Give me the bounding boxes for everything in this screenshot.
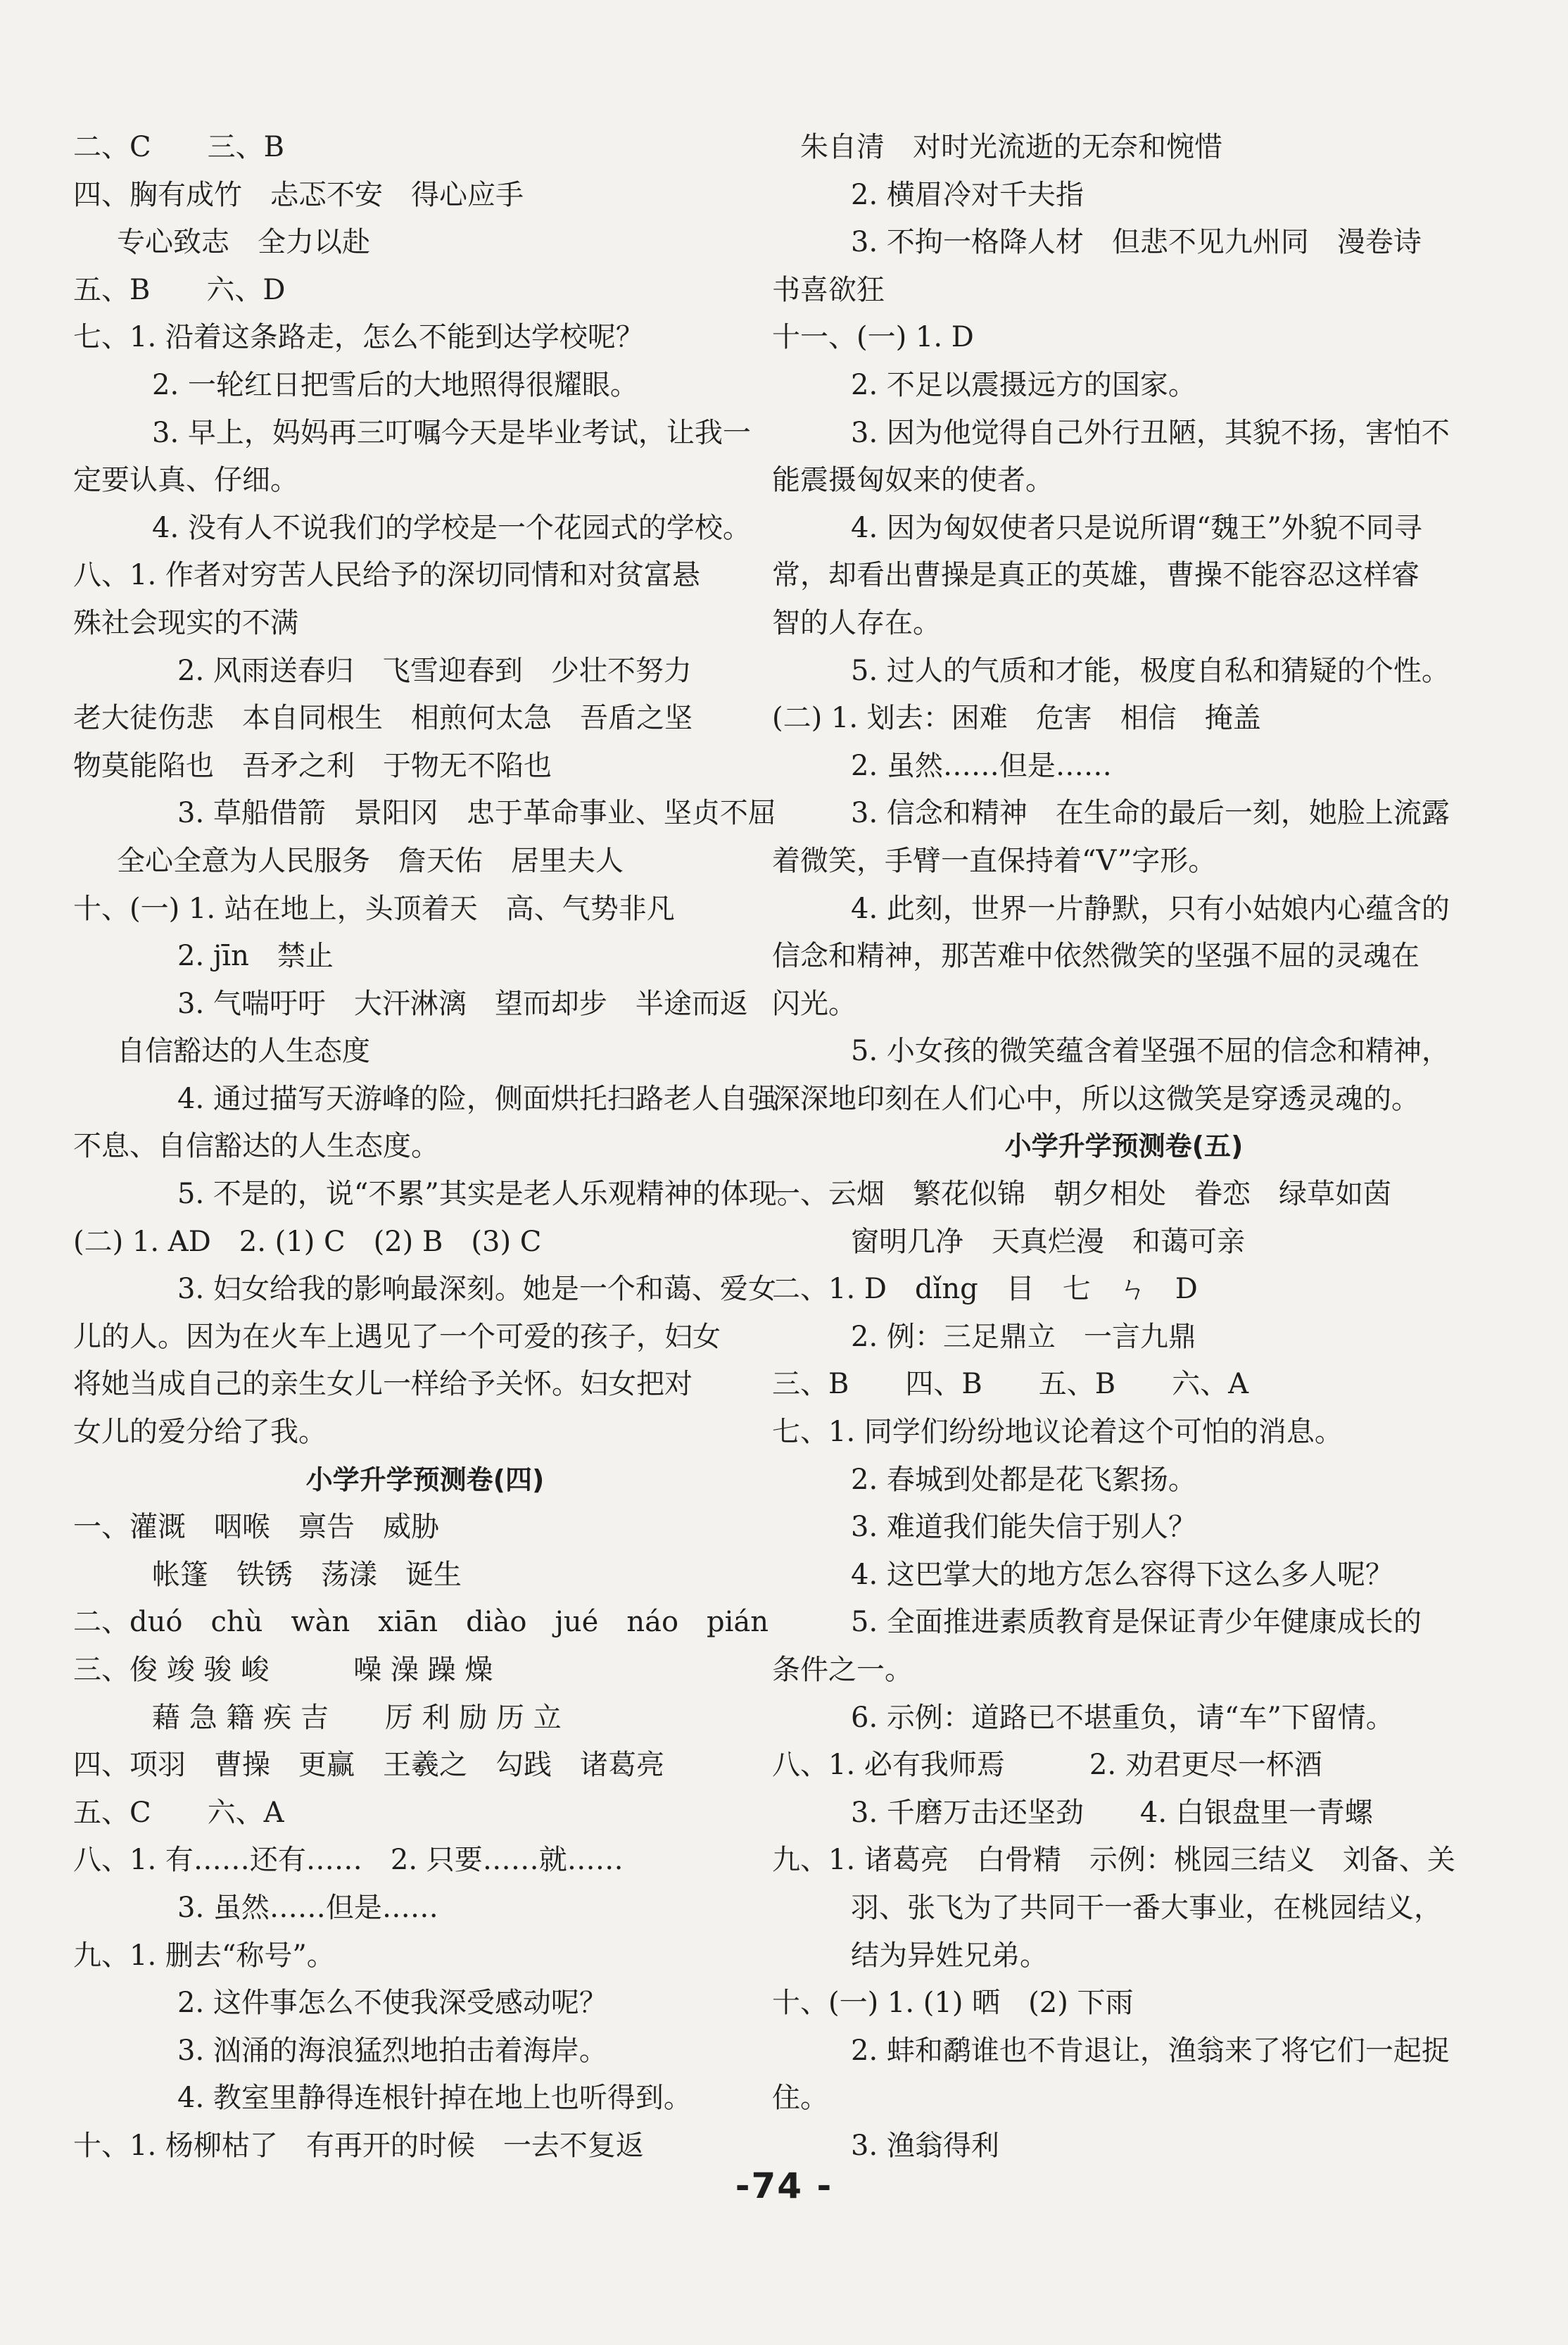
answer-line: 4. 教室里静得连根针掉在地上也听得到。 xyxy=(177,2082,692,2115)
answer-line: 能震摄匈奴来的使者。 xyxy=(772,464,1054,497)
answer-line: 4. 没有人不说我们的学校是一个花园式的学校。 xyxy=(152,511,751,544)
answer-line: 藉 急 籍 疾 吉 厉 利 励 历 立 xyxy=(152,1701,562,1734)
answer-line: 3. 信念和精神 在生命的最后一刻，她脸上流露 xyxy=(851,797,1450,830)
right-column xyxy=(772,124,1476,2170)
answer-line: 二、duó chù wàn xiān diào jué náo pián xyxy=(73,1606,769,1639)
answer-line: 四、胸有成竹 忐忑不安 得心应手 xyxy=(73,178,524,211)
answer-line: 4. 因为匈奴使者只是说所谓“魏王”外貌不同寻 xyxy=(851,511,1422,544)
answer-line: 5. 小女孩的微笑蕴含着坚强不屈的信念和精神， xyxy=(851,1035,1450,1068)
answer-line: 二、1. D dǐng 目 七 ㄣ D xyxy=(772,1273,1198,1306)
section-heading: 小学升学预测卷(四) xyxy=(305,1464,545,1495)
answer-line: 5. 不是的，说“不累”其实是老人乐观精神的体现。 xyxy=(177,1178,805,1211)
answer-line: 3. 草船借箭 景阳冈 忠于革命事业、坚贞不屈 xyxy=(177,797,776,830)
answer-line: 3. 虽然……但是…… xyxy=(177,1891,438,1924)
answer-line: 三、B 四、B 五、B 六、A xyxy=(772,1368,1249,1401)
answer-line: 2. 不足以震摄远方的国家。 xyxy=(851,368,1196,401)
answer-line: 3. 千磨万击还坚劲 4. 白银盘里一青螺 xyxy=(851,1796,1373,1829)
answer-line: 一、云烟 繁花似锦 朝夕相处 眷恋 绿草如茵 xyxy=(772,1178,1391,1211)
answer-line: 3. 难道我们能失信于别人？ xyxy=(851,1511,1196,1544)
left-column xyxy=(73,124,805,2170)
answer-line: 八、1. 有……还有…… 2. 只要……就…… xyxy=(73,1844,624,1877)
answer-line: 书喜欲狂 xyxy=(772,273,885,306)
answer-line: 3. 妇女给我的影响最深刻。她是一个和蔼、爱女 xyxy=(177,1273,776,1306)
answer-line: 3. 不拘一格降人材 但悲不见九州同 漫卷诗 xyxy=(851,226,1422,259)
answer-line: 全心全意为人民服务 詹天佑 居里夫人 xyxy=(117,844,624,877)
answer-line: 3. 因为他觉得自己外行丑陋，其貌不扬，害怕不 xyxy=(851,416,1450,449)
answer-line: 闪光。 xyxy=(772,987,856,1020)
answer-line: 专心致志 全力以赴 xyxy=(117,226,370,259)
answer-line: 2. 一轮红日把雪后的大地照得很耀眼。 xyxy=(152,368,638,401)
answer-line: 4. 此刻，世界一片静默，只有小姑娘内心蕴含的 xyxy=(851,892,1450,925)
answer-line: 常，却看出曹操是真正的英雄，曹操不能容忍这样睿 xyxy=(772,559,1420,592)
answer-line: 深深地印刻在人们心中，所以这微笑是穿透灵魂的。 xyxy=(772,1082,1420,1115)
answer-line: 十、1. 杨柳枯了 有再开的时候 一去不复返 xyxy=(73,2129,644,2162)
answer-line: 5. 全面推进素质教育是保证青少年健康成长的 xyxy=(851,1606,1422,1639)
answer-line: 2. 这件事怎么不使我深受感动呢？ xyxy=(177,1987,607,2020)
answer-line: 定要认真、仔细。 xyxy=(73,464,298,497)
answer-line: 3. 气喘吁吁 大汗淋漓 望而却步 半途而返 xyxy=(177,987,748,1020)
answer-line: 五、B 六、D xyxy=(73,273,286,306)
answer-line: 十一、(一) 1. D xyxy=(772,321,974,354)
answer-line: 朱自清 对时光流逝的无奈和惋惜 xyxy=(800,131,1222,163)
answer-line: 羽、张飞为了共同干一番大事业，在桃园结义， xyxy=(851,1891,1442,1924)
answer-line: 将她当成自己的亲生女儿一样给予关怀。妇女把对 xyxy=(73,1368,693,1401)
answer-line: (二) 1. AD 2. (1) C (2) B (3) C xyxy=(73,1225,542,1258)
answer-line: 结为异姓兄弟。 xyxy=(851,1939,1048,1972)
answer-line: 窗明几净 天真烂漫 和蔼可亲 xyxy=(851,1225,1245,1258)
answer-line: 3. 汹涌的海浪猛烈地拍击着海岸。 xyxy=(177,2034,607,2067)
answer-line: 五、C 六、A xyxy=(73,1796,284,1829)
answer-line: 七、1. 沿着这条路走，怎么不能到达学校呢？ xyxy=(73,321,644,354)
answer-line: 女儿的爱分给了我。 xyxy=(73,1416,327,1449)
answer-line: 十、(一) 1. (1) 晒 (2) 下雨 xyxy=(772,1987,1134,2020)
answer-line: 一、灌溉 咽喉 禀告 威胁 xyxy=(73,1511,439,1544)
answer-line: 3. 早上，妈妈再三叮嘱今天是毕业考试，让我一 xyxy=(152,416,751,449)
answer-line: 6. 示例：道路已不堪重负，请“车”下留情。 xyxy=(851,1701,1394,1734)
answer-line: 信念和精神，那苦难中依然微笑的坚强不屈的灵魂在 xyxy=(772,940,1420,973)
answer-line: 2. 蚌和鹬谁也不肯退让，渔翁来了将它们一起捉 xyxy=(851,2034,1450,2067)
answer-line: 九、1. 删去“称号”。 xyxy=(73,1939,335,1972)
answer-line: 三、俊 竣 骏 峻 噪 澡 躁 燥 xyxy=(73,1654,493,1686)
answer-line: 八、1. 作者对穷苦人民给予的深切同情和对贫富悬 xyxy=(73,559,700,592)
answer-line: 九、1. 诸葛亮 白骨精 示例：桃园三结义 刘备、关 xyxy=(772,1844,1455,1877)
answer-line: 5. 过人的气质和才能，极度自私和猜疑的个性。 xyxy=(851,654,1450,687)
answer-line: 4. 通过描写天游峰的险，侧面烘托扫路老人自强 xyxy=(177,1082,776,1115)
answer-line: 2. 横眉冷对千夫指 xyxy=(851,178,1084,211)
answer-line: 住。 xyxy=(772,2082,828,2115)
answer-line: 着微笑，手臂一直保持着“V”字形。 xyxy=(772,844,1217,877)
section-heading: 小学升学预测卷(五) xyxy=(1004,1131,1244,1162)
answer-line: 2. 虽然……但是…… xyxy=(851,749,1112,782)
answer-line: 条件之一。 xyxy=(772,1654,913,1686)
answer-line: 4. 这巴掌大的地方怎么容得下这么多人呢？ xyxy=(851,1558,1393,1591)
page-number: -74 - xyxy=(735,2165,833,2206)
answer-line: 2. 春城到处都是花飞絮扬。 xyxy=(851,1463,1196,1496)
answer-line: 二、C 三、B xyxy=(73,131,284,163)
answer-line: 四、项羽 曹操 更赢 王羲之 勾践 诸葛亮 xyxy=(73,1749,664,1782)
answer-line: 老大徒伤悲 本自同根生 相煎何太急 吾盾之坚 xyxy=(73,702,693,735)
answer-line: 儿的人。因为在火车上遇见了一个可爱的孩子，妇女 xyxy=(73,1320,721,1353)
answer-line: 2. jīn 禁止 xyxy=(177,940,334,973)
answer-line: 不息、自信豁达的人生态度。 xyxy=(73,1130,439,1163)
answer-line: 智的人存在。 xyxy=(772,606,941,639)
answer-line: (二) 1. 划去：困难 危害 相信 掩盖 xyxy=(772,702,1261,735)
answer-line: 2. 例：三足鼎立 一言九鼎 xyxy=(851,1320,1196,1353)
answer-line: 殊社会现实的不满 xyxy=(73,606,298,639)
answer-line: 3. 渔翁得利 xyxy=(851,2129,999,2162)
answer-line: 八、1. 必有我师焉 2. 劝君更尽一杯酒 xyxy=(772,1749,1322,1782)
answer-line: 帐篷 铁锈 荡漾 诞生 xyxy=(152,1558,462,1591)
answer-line: 物莫能陷也 吾矛之利 于物无不陷也 xyxy=(73,749,552,782)
answer-line: 七、1. 同学们纷纷地议论着这个可怕的消息。 xyxy=(772,1416,1343,1449)
answer-line: 自信豁达的人生态度 xyxy=(117,1035,370,1068)
answer-line: 十、(一) 1. 站在地上，头顶着天 高、气势非凡 xyxy=(73,892,675,925)
answer-line: 2. 风雨送春归 飞雪迎春到 少壮不努力 xyxy=(177,654,692,687)
